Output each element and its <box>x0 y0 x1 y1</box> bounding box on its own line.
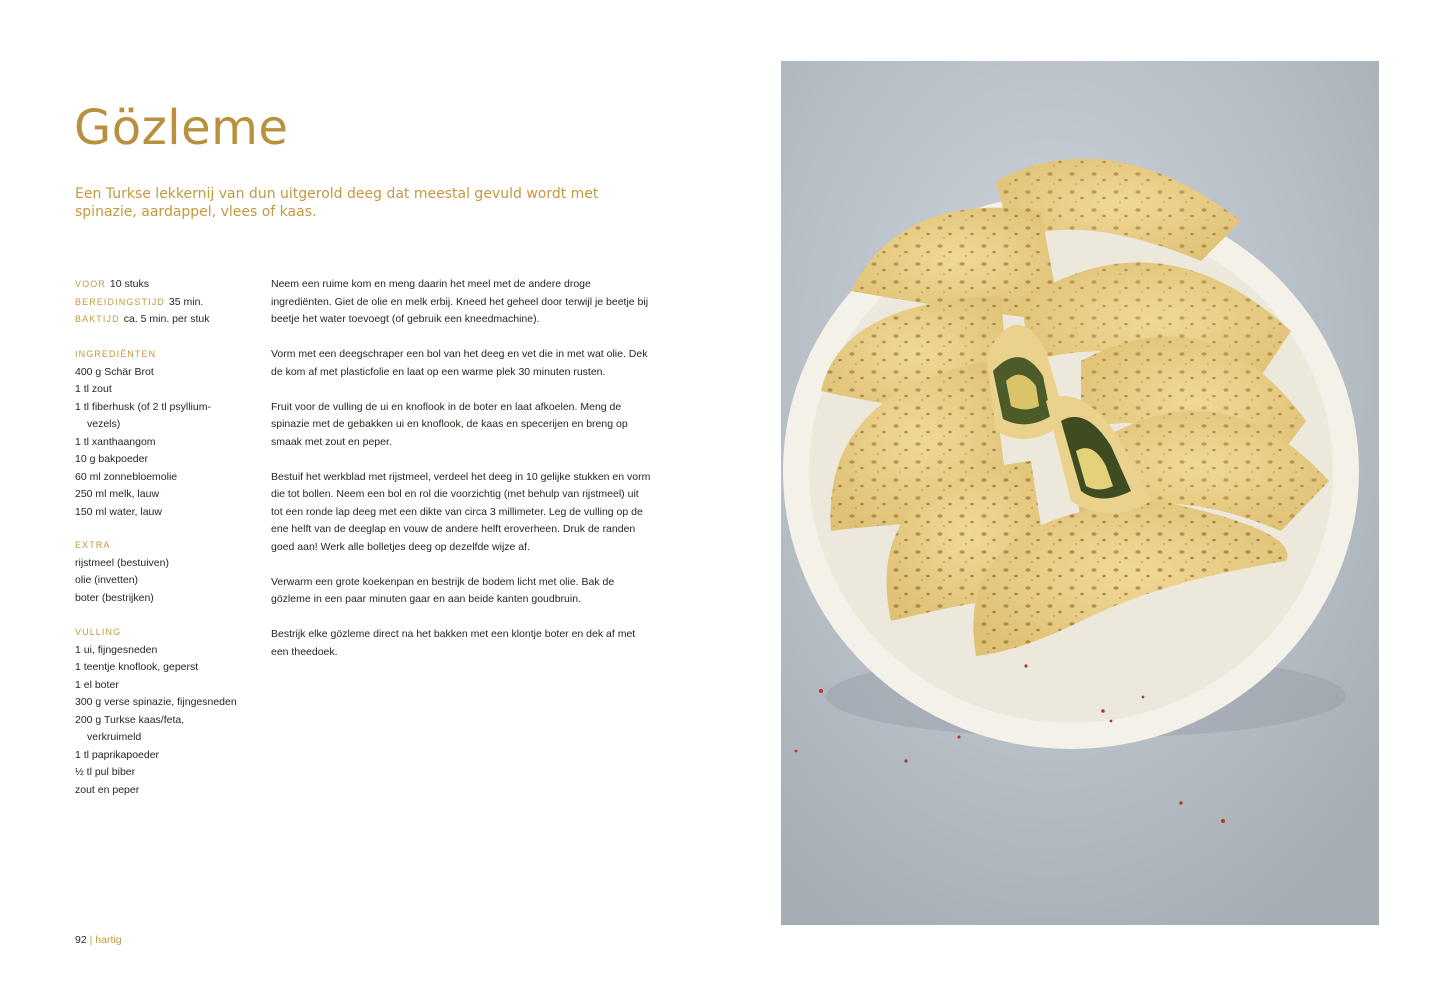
meta-servings <box>75 276 210 294</box>
recipe-intro: Een Turkse lekkernij van dun uitgerold deeg dat meestal gevuld wordt met spinazie, aardappel, vlees of kaas. <box>75 186 599 220</box>
method-step: Verwarm een grote koekenpan en bestrijk de bodem licht met olie. Bak de gözleme in een paar minuten gaar en aan beide kanten goudbruin. <box>271 575 615 605</box>
ingredient-item: 60 ml zonnebloemolie <box>75 470 178 483</box>
ingredients-list <box>75 346 260 521</box>
ingredient-item: 1 tl xanthaangom <box>75 435 156 448</box>
meta-value: 10 stuks <box>109 278 150 290</box>
meta-label: VOOR <box>75 279 106 289</box>
filling-item: zout en peper <box>75 783 140 796</box>
filling-item: 300 g verse spinazie, fijngesneden <box>75 696 237 708</box>
method-step: Bestuif het werkblad met rijstmeel, verdeel het deeg in 10 gelijke stukken en vorm die tot bollen. Neem een bol en rol die voorzichtig (met behulp van rijstmeel) uit tot een ronde lap deeg met een dikte van circa 3 millimeter. Leg de vulling op de ene helft van de deeglap en vouw de andere helft eroverheen. Druk de randen goed aan! Werk alle bolletjes deeg op dezelfde wijze af. <box>271 470 651 553</box>
filling-heading: VULLING <box>75 627 122 637</box>
ingredient-item: 10 g bakpoeder <box>75 453 148 465</box>
recipe-meta <box>75 276 210 329</box>
filling-item: 1 tl paprikapoeder <box>75 748 160 761</box>
extra-item: boter (bestrijken) <box>75 591 154 604</box>
method-step: Bestrijk elke gözleme direct na het bakken met een klontje boter en dek af met een theedoek. <box>271 628 636 658</box>
meta-prep-time <box>75 294 210 312</box>
meta-value: ca. 5 min. per stuk <box>123 313 210 325</box>
meta-label: BAKTIJD <box>75 314 120 324</box>
recipe-photo <box>781 61 1379 925</box>
ingredients-heading: INGREDIËNTEN <box>75 349 157 359</box>
method-step: Vorm met een deegschraper een bol van het deeg en vet die in met wat olie. Dek de kom af met plasticfolie en laat op een warme plek 30 minuten rusten. <box>271 348 648 378</box>
method-step: Fruit voor de vulling de ui en knoflook in de boter en laat afkoelen. Meng de spinazie met de gebakken ui en knoflook, de kaas en specerijen en breng op smaak met zout en peper. <box>271 400 628 448</box>
filling-item: ½ tl pul biber <box>75 766 136 778</box>
page-number: 92 <box>75 934 87 946</box>
extra-item: olie (invetten) <box>75 574 139 586</box>
extra-list <box>75 537 260 607</box>
ingredient-item: 1 tl fiberhusk (of 2 tl psyllium- <box>75 400 211 413</box>
method-step: Neem een ruime kom en meng daarin het meel met de andere droge ingrediënten. Giet de olie en melk erbij. Kneed het geheel door terwijl je beetje bij beetje het water toevoegt (of gebruik een kneedmachine). <box>271 278 649 325</box>
filling-item: 200 g Turkse kaas/feta, <box>75 713 185 726</box>
extra-item: rijstmeel (bestuiven) <box>75 556 169 569</box>
ingredient-item-continuation: vezels) <box>87 418 121 430</box>
footer-section-name: hartig <box>95 934 122 946</box>
filling-item: 1 ui, fijngesneden <box>75 643 158 656</box>
meta-bake-time <box>75 311 210 329</box>
filling-item: 1 el boter <box>75 678 119 691</box>
ingredient-item: 250 ml melk, lauw <box>75 488 160 500</box>
ingredient-item: 150 ml water, lauw <box>75 505 162 518</box>
page-footer <box>75 934 122 946</box>
ingredient-item: 1 tl zout <box>75 383 112 395</box>
meta-label: BEREIDINGSTIJD <box>75 296 165 307</box>
filling-item-continuation: verkruimeld <box>87 731 142 743</box>
gozleme-plate-illustration <box>781 61 1379 925</box>
filling-list <box>75 624 260 799</box>
filling-item: 1 teentje knoflook, geperst <box>75 661 199 673</box>
ingredient-item: 400 g Schär Brot <box>75 365 154 378</box>
method-steps <box>271 276 651 679</box>
recipe-title: Gözleme <box>74 100 289 156</box>
extra-heading: EXTRA <box>75 540 111 550</box>
meta-value: 35 min. <box>168 295 204 308</box>
footer-separator: | <box>89 934 93 946</box>
